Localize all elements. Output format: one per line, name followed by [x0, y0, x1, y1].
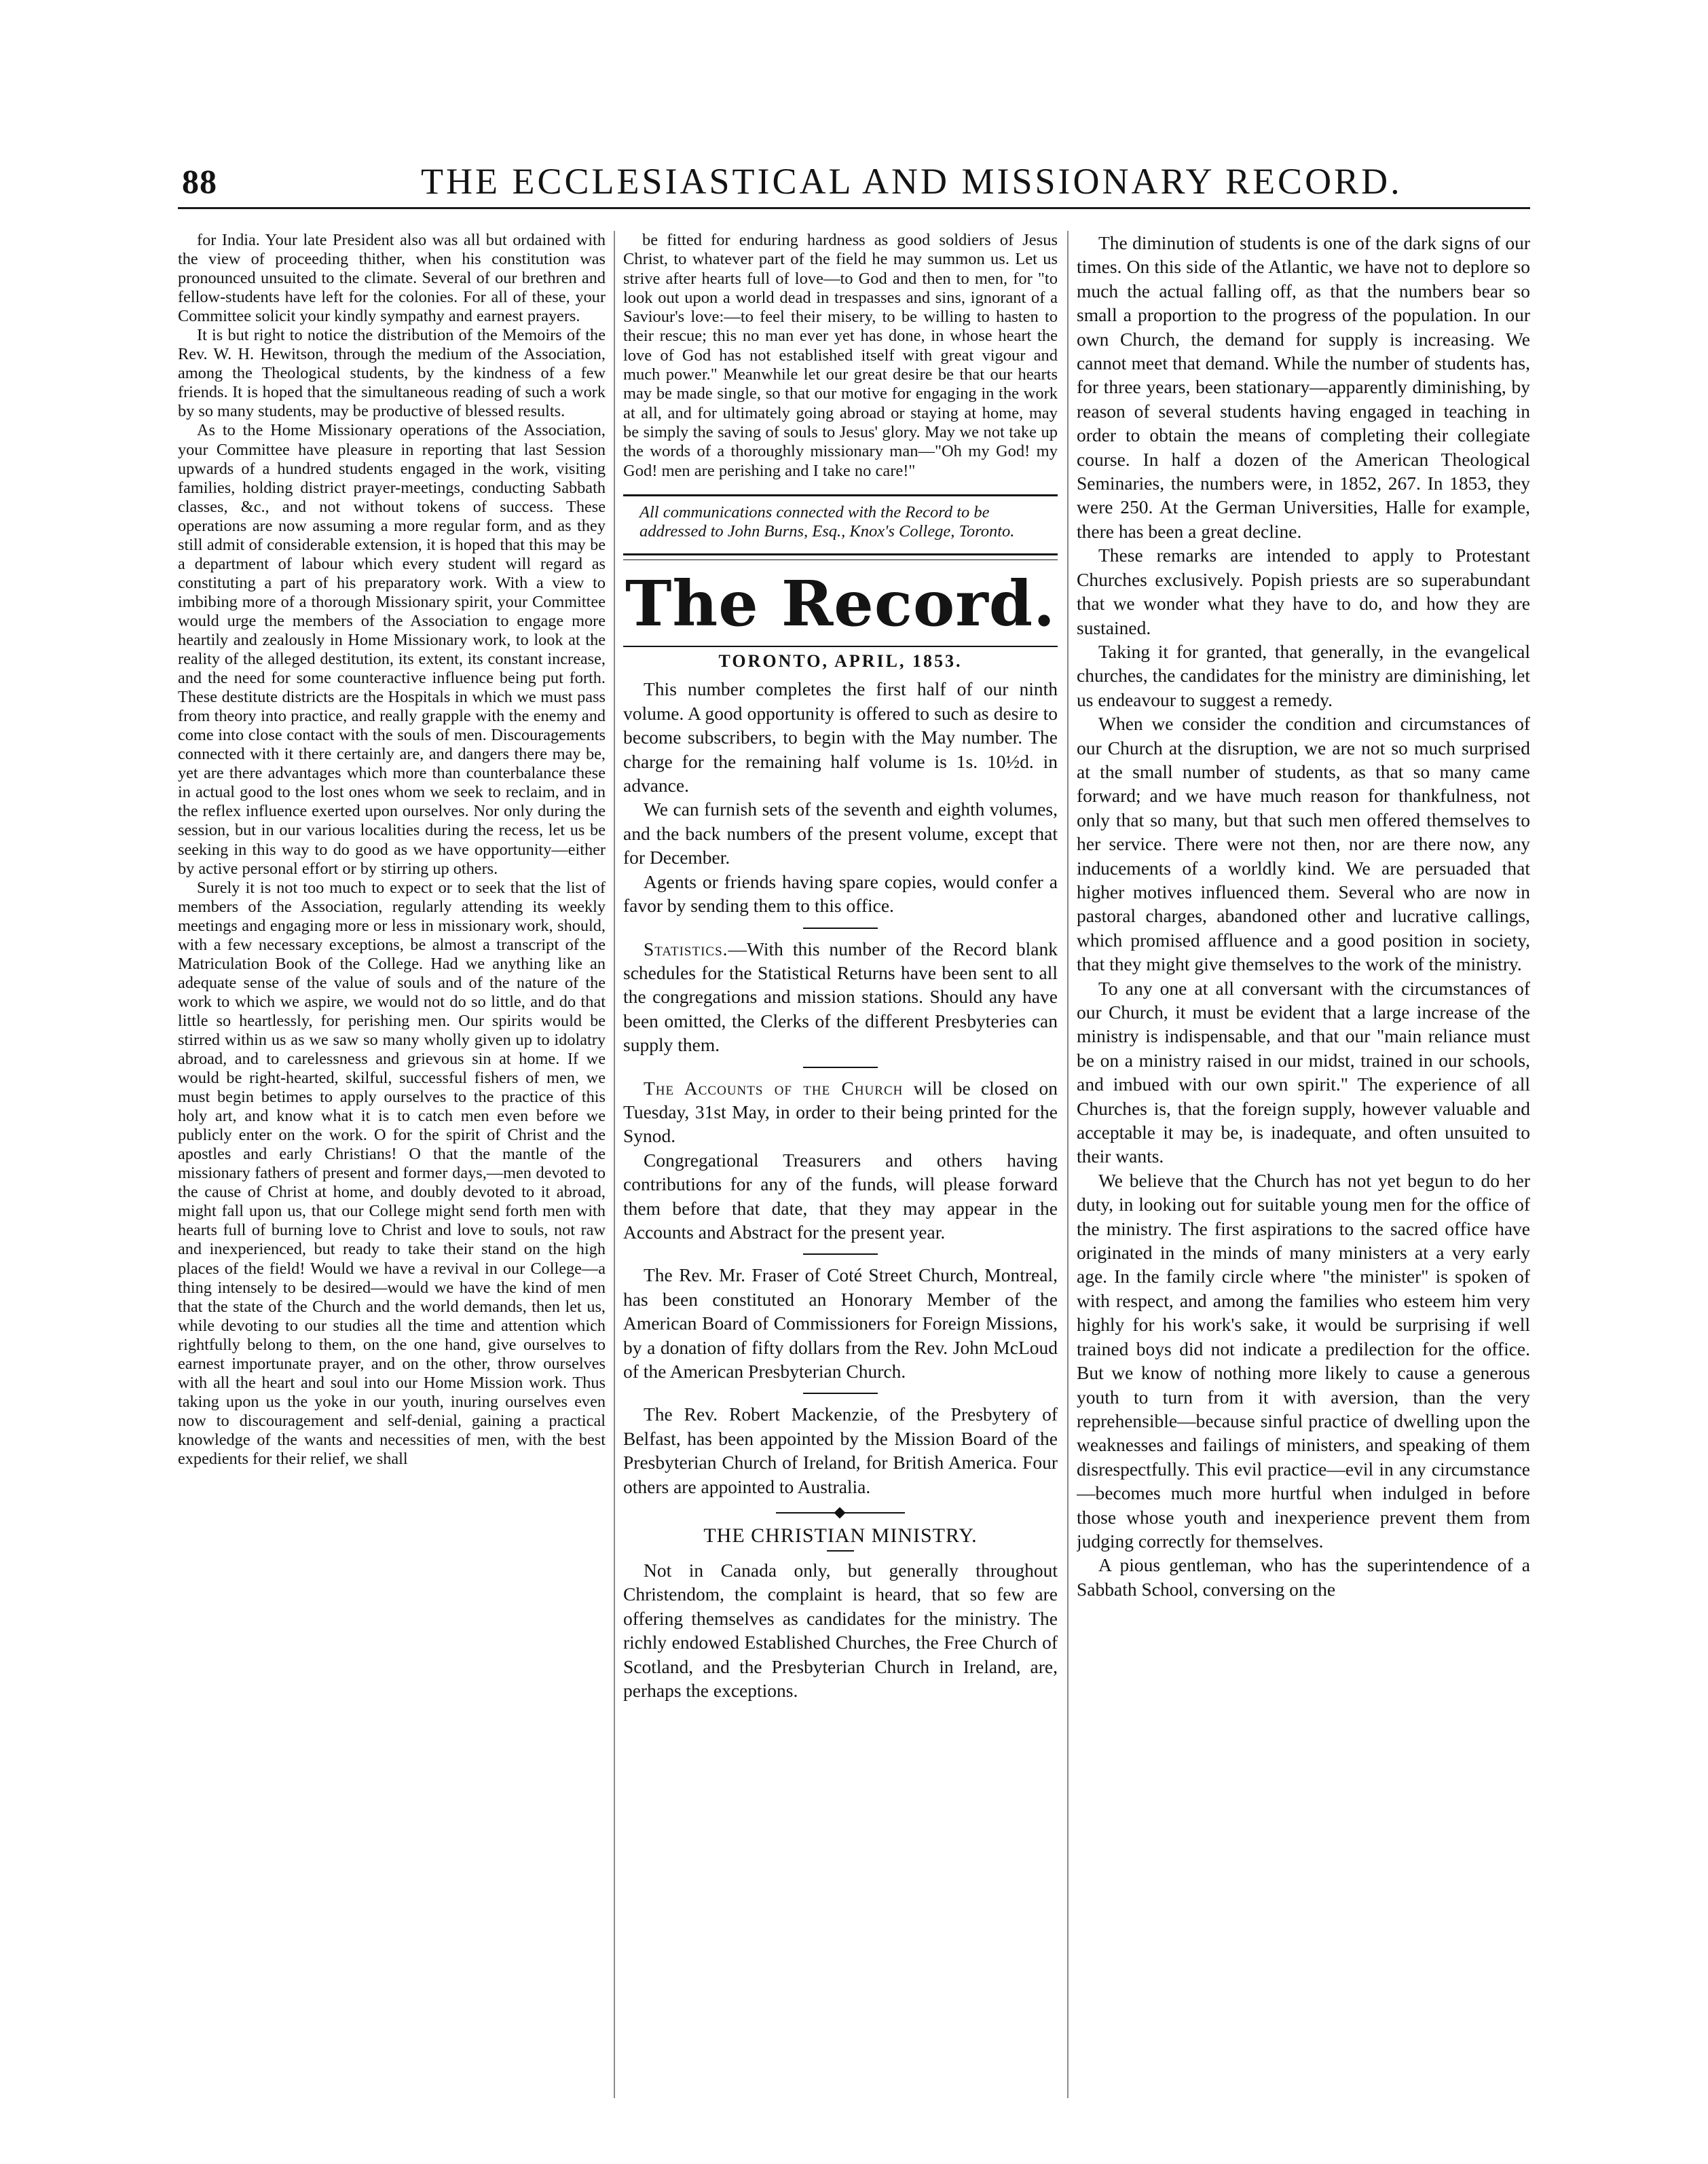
statistics-text: —With this number of the Record blank schedules for the Statistical Returns have been sent to all the congregations and mission stations. Should any have been omitted, the Clerks of the different Presbyteries can supply them.	[623, 938, 1058, 1056]
ornament-divider	[776, 1512, 905, 1514]
accounts-text: will be closed on Tuesday, 31st May, in order to their being printed for the Synod.	[623, 1077, 1058, 1147]
column-divider	[1067, 231, 1069, 2098]
paragraph: The diminution of students is one of the dark signs of our times. On this side of the Atlantic, we have not to deplore so much the actual falling off, as that the numbers bear so small a proportion to the progress of the population. In our own Church, the demand for supply is increasing. We cannot meet that demand. While the number of students has, for three years, been stationary—apparently diminishing, by reason of several students having engaged in teaching in order to obtain the means of completing their collegiate course. In half a dozen of the American Theological Seminaries, the numbers were, in 1852, 267. In 1853, they were 250. At the German Universities, Halle for example, there has been a great decline.	[1077, 232, 1530, 542]
paragraph: As to the Home Missionary operations of the Association, your Committee have pleasure in reporting that last Session upwards of a hundred students engaged in the work, visiting families, holding district prayer-meetings, conducting Sabbath classes, &c., and not without tokens of success. These operations are now assuming a more regular form, and as they still admit of considerable extension, it is hoped that this may be a department of labour which every student will regard as constituting a part of his preparatory work. With a view to imbibing more of a thorough Missionary spirit, your Committee would urge the members of the Association to engage more heartily and zealously in Home Missionary work, to look at the reality of the alleged destitution, its extent, its constant increase, and the need for some counteractive influence being put forth. These destitute districts are the Hospitals in which we must pass from theory into practice, and really grapple with the enemy and come into close contact with the souls of men. Discouragements connected with it there certainly are, and dangers there may be, yet are there advantages which more than counterbalance these in actual good to the lost ones whom we seek to reclaim, and in the reflex influence exerted upon ourselves. Nor only during the session, but in our various localities during the recess, let us be seeking in this way to do good as we have opportunity—either by active personal effort or by stirring up others.	[178, 421, 606, 878]
paragraph: Taking it for granted, that generally, in the evangelical churches, the candidates for the ministry are diminishing, let us endeavour to suggest a remedy.	[1077, 640, 1530, 710]
fraser-notice: The Rev. Mr. Fraser of Coté Street Church, Montreal, has been constituted an Honorary Member of the American Board of Commissioners for Foreign Missions, by a donation of fifty dollars from the Rev. John McLoud of the American Presbyterian Church.	[623, 1264, 1058, 1382]
masthead-title: The Record.	[625, 567, 1056, 641]
paragraph: Surely it is not too much to expect or to seek that the list of members of the Association, regularly attending its weekly meetings and engaging more or less in missionary work, should, with a few necessary exceptions, be almost a transcript of the Matriculation Book of the College. Had we anything like an adequate sense of the value of souls and of the nature of the work to which we aspire, we would not do so little, and do that little so heartlessly, for perishing men. Our spirits would be stirred within us as we saw so many wholly given up to idolatry abroad, and to carelessness and grievous sin at home. If we would be right-hearted, skilful, successful fishers of men, we must begin betimes to apply ourselves to the practice of this holy art, and know what it is to catch men even before we publicly enter on the work. O for the spirit of Christ and the apostles and early Christians! O that the mantle of the missionary fathers of present and former days,—men devoted to the cause of Christ at home, and doubly devoted to it abroad, might fall upon us, that our College might send forth men with hearts full of burning love to Christ and love to souls, not raw and inexperienced, but ready to take their stand on the high places of the field! Would we have a revival in our College—a thing intensely to be desired—would we have the kind of men that the state of the Church and the world demands, then let us, while devoting to our studies all the time and attention which rightfully belong to them, on the one hand, give ourselves to earnest importunate prayer, and on the other, throw ourselves with all the heart and soul into our Home Mission work. Thus taking upon us the yoke in our youth, inuring ourselves even now to discouragement and self-denial, gaining a practical knowledge of the wants and necessities of men, with the best expedients for their relief, we shall	[178, 878, 606, 1468]
treasurers-notice: Congregational Treasurers and others having contributions for any of the funds, will please forward them before that date, that they may appear in the Accounts and Abstract for the present year.	[623, 1149, 1058, 1243]
paragraph: A pious gentleman, who has the superintendence of a Sabbath School, conversing on the	[1077, 1554, 1530, 1600]
address-notice: All communications connected with the Record to be addressed to John Burns, Esq., Knox's College, Toronto.	[623, 494, 1058, 542]
section-rule	[803, 1067, 878, 1068]
paragraph: These remarks are intended to apply to Protestant Churches exclusively. Popish priests are so superabundant that we wonder what they have to do, and how they are sustained.	[1077, 545, 1530, 638]
editorial-note: Agents or friends having spare copies, would confer a favor by sending them to this office.	[623, 870, 1058, 917]
running-title: THE ECCLESIASTICAL AND MISSIONARY RECORD.	[421, 161, 1403, 202]
paragraph: for India. Your late President also was all but ordained with the view of proceeding thither, when his constitution was pronounced unsuited to the climate. Several of our brethren and fellow-students have left for the colonies. For all of these, your Committee solicit your kindly sympathy and earnest prayers.	[178, 231, 606, 326]
paragraph: To any one at all conversant with the circumstances of our Church, it must be evident that a large increase of the ministry is indispensable, and that our "main reliance must be on a ministry raised in our midst, trained in our schools, and imbued with our own spirit." The experience of all Churches is, that the foreign supply, however valuable and acceptable it may be, is inadequate, and often unsuited to their wants.	[1077, 977, 1530, 1167]
page-number: 88	[182, 162, 217, 200]
paragraph: It is but right to notice the distribution of the Memoirs of the Rev. W. H. Hewitson, through the medium of the Association, among the Theological students, by the kindness of a few friends. It is hoped that the simultaneous reading of such a work by so many students, may be productive of blessed results.	[178, 326, 606, 421]
paragraph: Not in Canada only, but generally throughout Christendom, the complaint is heard, that so few are offering themselves as candidates for the ministry. The richly endowed Established Churches, the Free Church of Scotland, and the Presbyterian Church in Ireland, are, perhaps the exceptions.	[623, 1560, 1058, 1702]
section-rule	[803, 1393, 878, 1394]
heading-rule	[827, 1550, 854, 1552]
editorial-note: We can furnish sets of the seventh and eighth volumes, and the back numbers of the present volume, except that for December.	[623, 799, 1058, 868]
masthead-rule	[623, 553, 1058, 560]
section-heading: THE CHRISTIAN MINISTRY.	[703, 1524, 978, 1547]
paragraph: When we consider the condition and circumstances of our Church at the disruption, we are not so much surprised at the small number of students, as that so many came forward; and we have much reason for thankfulness, not only that so many, but that such men offered themselves to her service. There were not then, nor are there now, any inducements of a worldly kind. We are persuaded that higher motives influenced them. Several who are now in pastoral charges, abandoned other and lucrative callings, which promised affluence and a good position in society, that they might give themselves to the work of the ministry.	[1077, 713, 1530, 975]
section-rule	[803, 928, 878, 929]
editorial-note: This number completes the first half of our ninth volume. A good opportunity is offered to such as desire to become subscribers, to begin with the May number. The charge for the remaining half volume is 1s. 10½d. in advance.	[623, 678, 1058, 796]
column-left	[178, 231, 606, 2125]
statistics-lead: Statistics.	[644, 938, 728, 959]
paragraph: be fitted for enduring hardness as good soldiers of Jesus Christ, to whatever part of the field he may summon us. Let us strive after hearts full of love—to God and then to men, for "to look out upon a world dead in trespasses and sins, ignorant of a Saviour's love:—to feel their misery, to be willing to hasten to their rescue; this no man ever yet has done, in whose heart the love of God has not established itself with great vigour and much power." Meanwhile let our great desire be that our hearts may be made single, so that our motive for engaging in the work at all, and for ultimately going abroad or staying at home, may be simply the saving of souls to Jesus' glory. May we not take up the words of a thoroughly missionary man—"Oh my God! my God! men are perishing and I take no care!"	[623, 231, 1058, 480]
dateline: TORONTO, APRIL, 1853.	[718, 651, 963, 672]
paragraph: We believe that the Church has not yet begun to do her duty, in looking out for suitable young men for the office of the ministry. The first aspirations to the sacred office have originated in the minds of many ministers at a very early age. In the family circle where "the minister" is spoken of with respect, and among the families who esteem him very highly for his work's sake, it would be surprising if well trained boys did not indicate a predilection for the office. But we know of nothing more likely to cause a generous youth to turn from it with aversion, than the very reprehensible—because sinful practice of dwelling upon the weaknesses and failings of ministers, and speaking of them disrespectfully. This evil practice—evil in any circumstance—becomes much more hurtful when indulged in before those whose youth and inexperience prevent them from judging correctly for themselves.	[1077, 1169, 1530, 1552]
accounts-lead: The Accounts of the Church	[644, 1077, 904, 1099]
dateline-block	[623, 646, 1058, 672]
column-divider	[614, 231, 615, 2098]
column-right	[1077, 231, 1530, 2125]
mackenzie-notice: The Rev. Robert Mackenzie, of the Presbytery of Belfast, has been appointed by the Mission Board of the Presbyterian Church of Ireland, for British America. Four others are appointed to Australia.	[623, 1404, 1058, 1497]
header-rule	[178, 207, 1530, 209]
section-rule	[803, 1253, 878, 1255]
statistics-notice	[623, 937, 1058, 1057]
column-middle	[623, 231, 1058, 2125]
accounts-notice	[623, 1076, 1058, 1148]
